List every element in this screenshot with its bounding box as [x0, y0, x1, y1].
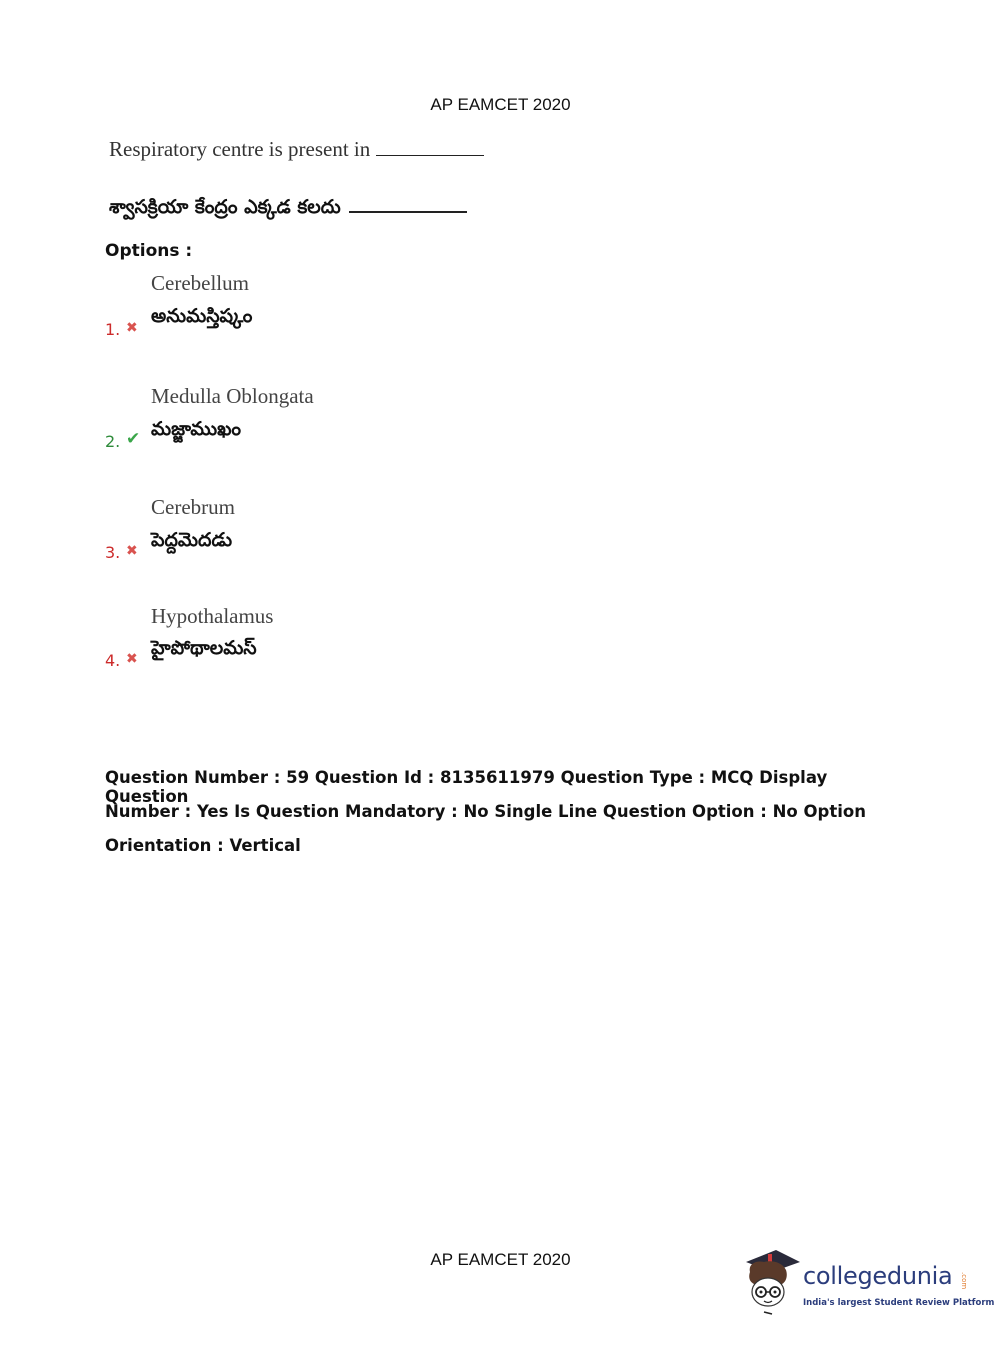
- question-telugu: [109, 196, 467, 223]
- option-2-number: 2.: [105, 432, 121, 451]
- brand-logo-suffix: .com: [960, 1272, 968, 1290]
- option-2-telugu: మజ్జాముఖం: [151, 418, 242, 440]
- page-header: AP EAMCET 2020: [430, 95, 571, 114]
- student-mascot-icon: [742, 1248, 802, 1318]
- question-english-text: Respiratory centre is present in: [109, 137, 371, 161]
- option-4-english: Hypothalamus: [151, 604, 274, 628]
- answer-blank: [349, 211, 467, 213]
- wrong-mark-icon: ✖: [126, 543, 138, 559]
- answer-blank: [376, 155, 484, 156]
- options-label: Options :: [105, 241, 193, 261]
- option-3-telugu: పెద్దమెదడు: [151, 529, 233, 551]
- question-telugu-text: శ్వాసక్రియా కేంద్రం ఎక్కడ కలదు: [109, 196, 341, 218]
- question-meta-line-3: Orientation : Vertical: [105, 836, 301, 855]
- correct-mark-icon: ✔: [126, 429, 141, 449]
- question-meta-line-2: Number : Yes Is Question Mandatory : No Single Line Question Option : No Option: [105, 802, 866, 821]
- question-english: [109, 137, 484, 162]
- option-2-english: Medulla Oblongata: [151, 384, 314, 408]
- wrong-mark-icon: ✖: [126, 651, 138, 667]
- option-4-number: 4.: [105, 651, 121, 670]
- option-4-telugu: హైపోథాలమస్: [151, 637, 257, 659]
- option-1-telugu: అనుమస్తిష్కం: [151, 305, 253, 327]
- option-1-english: Cerebellum: [151, 271, 249, 295]
- option-1-number: 1.: [105, 320, 121, 339]
- option-3-english: Cerebrum: [151, 495, 235, 519]
- question-meta-line-1: Question Number : 59 Question Id : 8135611979 Question Type : MCQ Display Question: [105, 768, 828, 806]
- page-footer: AP EAMCET 2020: [430, 1250, 571, 1269]
- brand-tagline: India's largest Student Review Platform: [803, 1298, 995, 1308]
- brand-logo-text: collegedunia: [803, 1262, 953, 1290]
- option-3-number: 3.: [105, 543, 121, 562]
- wrong-mark-icon: ✖: [126, 320, 138, 336]
